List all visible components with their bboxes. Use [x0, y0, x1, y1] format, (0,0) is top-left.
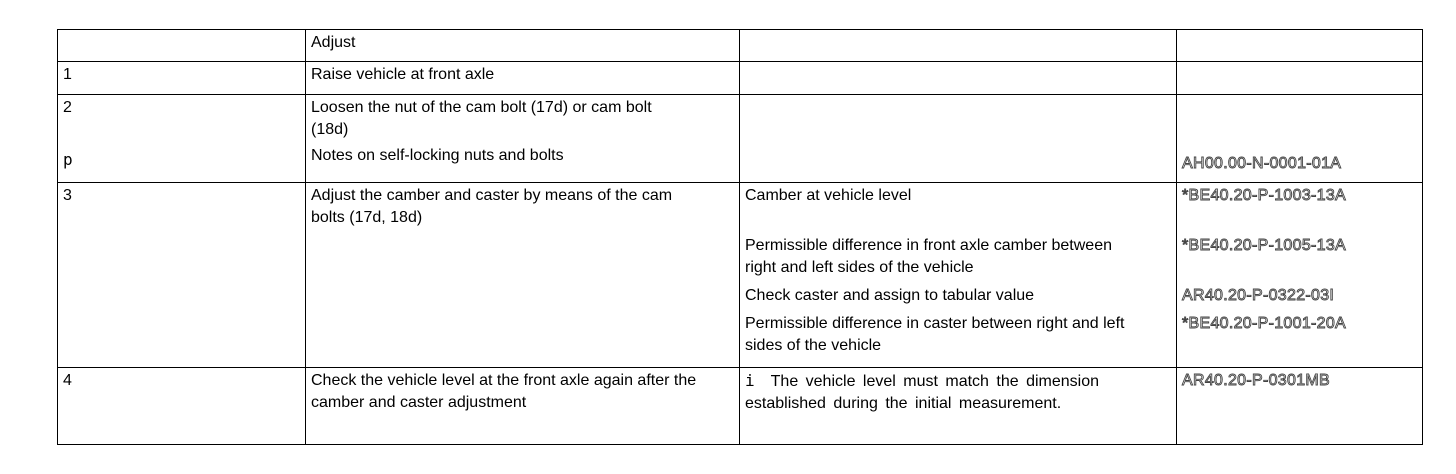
step-number: 1	[58, 62, 306, 95]
step-info-cell	[740, 368, 1177, 445]
header-step-cell	[58, 30, 306, 62]
detail-camber-difference: Permissible difference in front axle camber between right and left sides of the vehicle	[745, 237, 1112, 276]
detail-camber: Camber at vehicle level	[745, 187, 912, 204]
step-action: Check the vehicle level at the front axle again after the camber and caster adjustment	[306, 368, 740, 445]
info-text: The vehicle level must match the dimension established during the initial measurement.	[745, 373, 1100, 412]
step-ref-cell	[1177, 183, 1423, 368]
table-header-row	[58, 30, 1423, 62]
header-ref-cell	[1177, 30, 1423, 62]
detail-check-caster: Check caster and assign to tabular value	[745, 287, 1035, 304]
ref-check-caster-link[interactable]: AR40.20-P-0322-03I	[1182, 287, 1335, 304]
ref-caster-difference-link[interactable]: *BE40.20-P-1001-20A	[1182, 315, 1347, 332]
step-number: 2	[63, 99, 72, 116]
table-row	[58, 368, 1423, 445]
step-action: Raise vehicle at front axle	[306, 62, 740, 95]
step-number-cell	[58, 95, 306, 183]
step-ref-cell	[1177, 95, 1423, 183]
table-row	[58, 95, 1423, 183]
note-ref-link[interactable]: AH00.00-N-0001-01A	[1182, 155, 1342, 172]
procedure-table	[57, 29, 1423, 445]
step-ref-cell	[1177, 368, 1423, 445]
step-number: 4	[58, 368, 306, 445]
ref-camber-link[interactable]: *BE40.20-P-1003-13A	[1182, 187, 1347, 204]
step-number: 3	[58, 183, 306, 368]
note-marker: p	[63, 150, 73, 169]
step-detail	[740, 62, 1177, 95]
header-detail-cell	[740, 30, 1177, 62]
detail-caster-difference: Permissible difference in caster between right and left sides of the vehicle	[745, 315, 1125, 354]
step-detail-cell	[740, 183, 1177, 368]
step-ref	[1177, 62, 1423, 95]
table-row	[58, 183, 1423, 368]
info-icon: i	[745, 371, 755, 390]
table-row	[58, 62, 1423, 95]
step-action: Adjust the camber and caster by means of the cam bolts (17d, 18d)	[306, 183, 740, 368]
vehicle-level-ref-link[interactable]: AR40.20-P-0301MB	[1182, 372, 1330, 389]
step-detail	[740, 95, 1177, 183]
step-action: Loosen the nut of the cam bolt (17d) or cam bolt (18d)	[311, 99, 652, 138]
step-action-cell	[306, 95, 740, 183]
note-link[interactable]: Notes on self-locking nuts and bolts	[311, 147, 564, 164]
ref-camber-difference-link[interactable]: *BE40.20-P-1005-13A	[1182, 237, 1347, 254]
header-title-cell: Adjust	[306, 30, 740, 62]
